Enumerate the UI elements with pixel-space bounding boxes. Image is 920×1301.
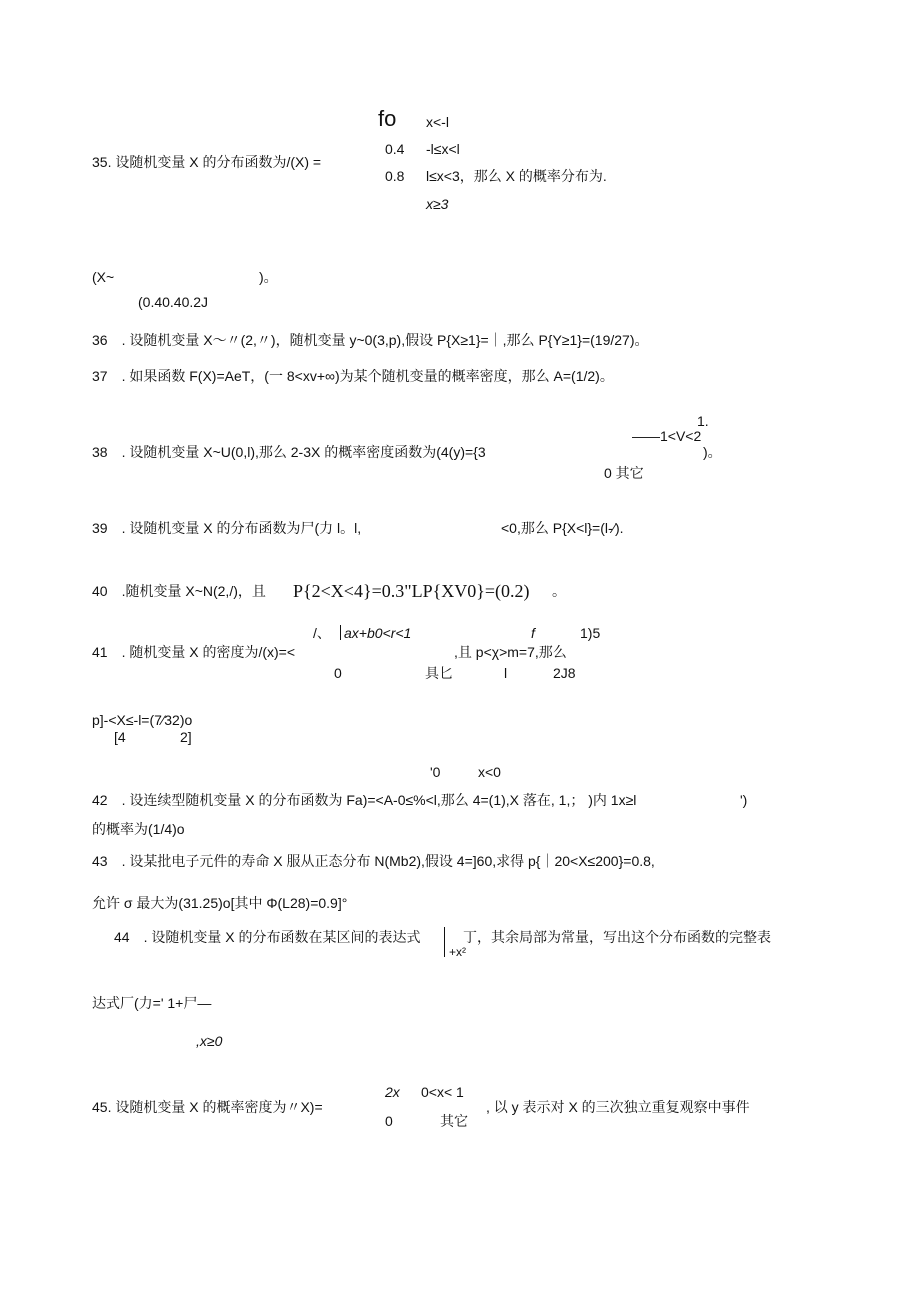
p40-tail: 。 [552,583,566,599]
p36-statement: 36 . 设随机变量 X～〃(2,〃)，随机变量 y~0(3,p),假设 P{X≥1}=｜,那么 P{Y≥1}=(19/27)。 [92,332,649,348]
p41-line2: p]-<X≤-l=(7⁄32)o [92,712,193,728]
p35-cond-2: -l≤x<l [426,141,460,157]
p42-top-a: '0 [430,764,441,780]
p38-frac-top: 1. [697,413,709,429]
p38-close: )。 [703,444,722,460]
p41-line3-b: 2] [180,729,192,745]
p35-answer-head: (X~ [92,269,115,285]
p41-top-c: f [531,625,535,641]
p45-tail: , 以 y 表示对 X 的三次独立重复观察中事件 [486,1099,750,1115]
p44-tail: 丁，其余局部为常量，写出这个分布函数的完整表 [463,929,771,945]
p41-bot-d: 2J8 [553,665,576,681]
p42-top-b: x<0 [478,764,501,780]
p35-case-label: fo [378,106,397,131]
p44-denominator: +x² [449,945,467,959]
p45-value-2: 0 [385,1113,393,1129]
p41-top-b: ax+b0<r<1 [344,625,412,641]
p41-bot-b: 具匕 [425,665,453,681]
p43-line2: 允许 σ 最大为(31.25)o[其中 Φ(L28)=0.9]° [92,895,348,911]
p39-tail: <0,那么 P{X<l}=(l-⁄). [501,520,624,536]
p42-statement: 42 . 设连续型随机变量 X 的分布函数为 Fa)=<A-0≤%<l,那么 4=(1),X 落在, 1,； )内 1x≥l [92,792,637,808]
p42-line2: 的概率为(1/4)o [92,821,185,837]
p41-top-a: /、 [313,625,331,641]
p41-brace [340,625,341,640]
p35-answer-probs: (0.40.40.2J [138,294,209,310]
p44-frac-bar [444,927,445,957]
p45-value-1: 2x [385,1084,400,1100]
p45-statement: 45. 设随机变量 X 的概率密度为〃X)= [92,1099,323,1115]
p35-answer-tail: )。 [259,269,278,285]
p35-cond-3: l≤x<3，那么 X 的概率分布为. [426,168,607,184]
p38-statement: 38 . 设随机变量 X~U(0,l),那么 2-3X 的概率密度函数为(4(y)={3 [92,444,486,460]
p42-close: ') [740,792,748,808]
p41-bot-c: l [504,665,508,681]
p45-cond-2: 其它 [440,1113,468,1129]
p45-cond-1: 0<x< 1 [421,1084,464,1100]
p35-cond-1: x<-l [426,114,449,130]
p44-statement: 44 . 设随机变量 X 的分布函数在某区间的表达式 [114,929,421,945]
p38-other: 0 其它 [604,465,644,481]
p35-value-2: 0.4 [385,141,405,157]
p40-formula: P{2<X<4}=0.3"LP{XV0}=(0.2) [293,581,530,601]
p44-line3: ,x≥0 [196,1033,223,1049]
p41-statement: 41 . 随机变量 X 的密度为/(x)=< [92,644,296,660]
p41-mid: ,且 p<χ>m=7,那么 [454,644,567,660]
p35-statement: 35. 设随机变量 X 的分布函数为/(X) = [92,154,322,170]
p41-line3-a: [4 [114,729,126,745]
p37-statement: 37 . 如果函数 F(X)=AeT，(一 8<xv+∞)为某个随机变量的概率密度，那么 A=(1/2)。 [92,368,614,384]
p44-line2: 达式厂(力=' 1+尸— [92,995,212,1011]
p41-top-d: 1)5 [580,625,601,641]
p41-bot-a: 0 [334,665,342,681]
p43-statement: 43 . 设某批电子元件的寿命 X 服从正态分布 N(Mb2),假设 4=]60,求得 p{｜20<X≤200}=0.8, [92,853,655,869]
p35-cond-4: x≥3 [426,196,449,212]
p39-statement: 39 . 设随机变量 X 的分布函数为尸(力 l。l, [92,520,362,536]
p35-value-3: 0.8 [385,168,405,184]
p38-frac-mid: ——1<V<2 [632,428,702,444]
p40-statement: 40 .随机变量 X~N(2,/)，且 [92,583,266,599]
